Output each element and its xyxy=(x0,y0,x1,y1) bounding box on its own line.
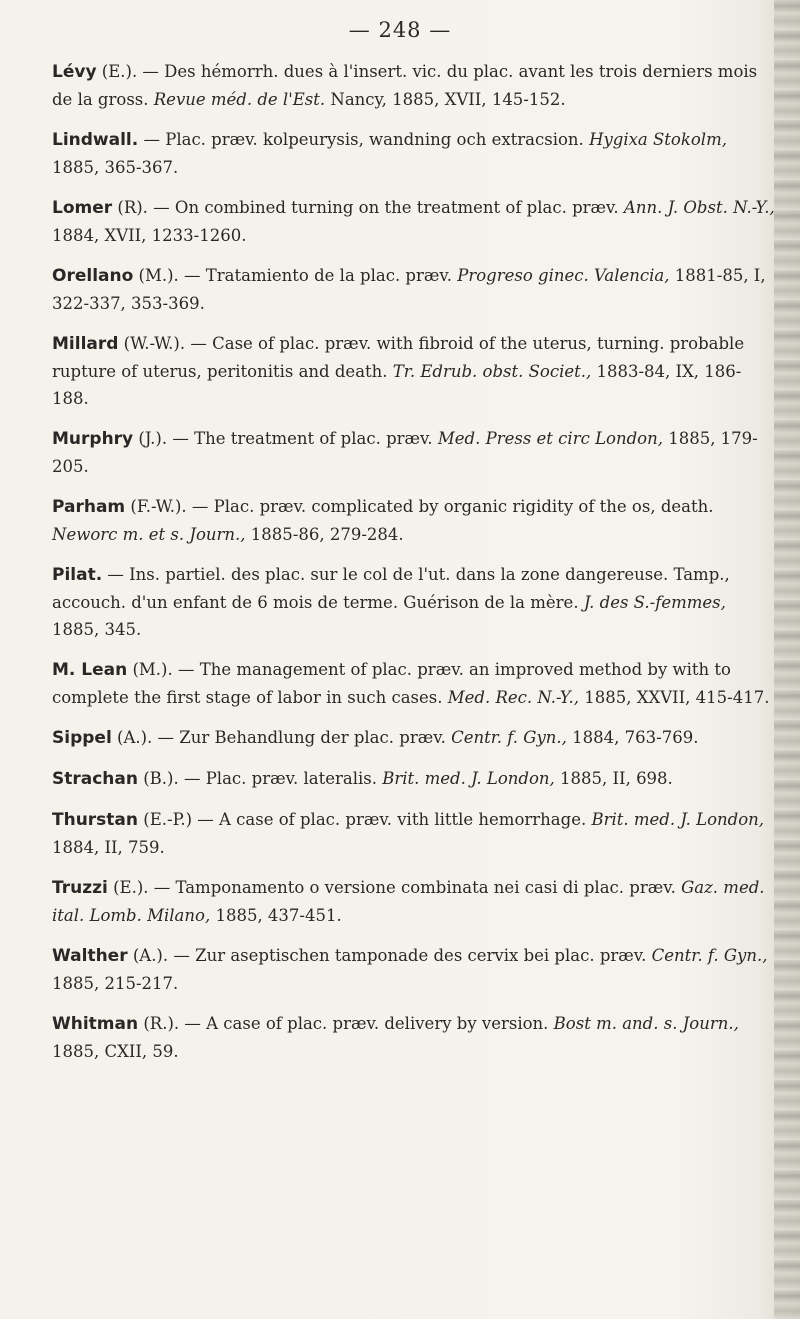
entry-citation: 1885, XXVII, 415-417. xyxy=(579,688,770,707)
entry-text: (A.). — Zur Behandlung der plac. præv. xyxy=(111,728,452,747)
entry-citation: 1885, 365-367. xyxy=(52,158,179,177)
entry-citation: 1884, XVII, 1233-1260. xyxy=(52,226,247,245)
bibliography-entry xyxy=(52,425,778,480)
entry-text: (E.). — Tamponamento o versione combinata nei casi di plac. præv. xyxy=(107,878,682,897)
entry-author: Lévy xyxy=(52,62,97,82)
entry-author: Truzzi xyxy=(52,878,108,898)
entry-author: Pilat. xyxy=(52,565,103,585)
entry-journal: Tr. Edrub. obst. Societ., xyxy=(392,362,592,381)
bibliography-entry xyxy=(52,874,778,929)
entry-journal: Revue méd. de l'Est. xyxy=(153,90,326,109)
entry-text: (B.). — Plac. præv. lateralis. xyxy=(137,769,383,788)
bibliography-entry xyxy=(52,58,778,113)
entry-journal: Ann. J. Obst. N.-Y., xyxy=(623,198,775,217)
entry-citation: 1883-84, IX, 186-188. xyxy=(52,362,742,408)
entry-author: Lomer xyxy=(52,198,113,218)
entry-author: Thurstan xyxy=(52,810,139,830)
entry-citation: 1885, 215-217. xyxy=(52,974,179,993)
entry-author: Walther xyxy=(52,946,128,966)
entry-text: (M.). — Tratamiento de la plac. præv. xyxy=(133,266,458,285)
page-number: — 248 — xyxy=(348,18,452,42)
entry-citation: 1881-85, I, 322-337, 353-369. xyxy=(52,266,766,313)
entry-journal: Brit. med. J. London, xyxy=(591,810,765,829)
entry-text: (R.). — A case of plac. præv. delivery by version. xyxy=(138,1014,554,1033)
entry-text: (F.-W.). — Plac. præv. complicated by organic rigidity of the os, death. xyxy=(125,497,714,516)
bibliography-entry xyxy=(52,724,778,752)
bibliography-entry xyxy=(52,942,778,997)
bibliography-entry xyxy=(52,806,778,861)
entry-citation: 1885, II, 698. xyxy=(554,769,673,788)
entry-citation: 1885-86, 279-284. xyxy=(245,525,404,544)
entry-author: Parham xyxy=(52,497,126,517)
bibliography-entry xyxy=(52,493,778,548)
entry-journal: J. des S.-femmes, xyxy=(583,593,726,612)
entry-journal: Centr. f. Gyn., xyxy=(651,946,768,965)
entry-text: (J.). — The treatment of plac. præv. xyxy=(133,429,438,448)
bibliography-list xyxy=(52,58,778,1078)
entry-author: Whitman xyxy=(52,1014,139,1034)
entry-author: Strachan xyxy=(52,769,138,789)
entry-text: (E.). — Des hémorrh. dues à l'insert. vic. du plac. avant les trois derniers mois de la gross. xyxy=(52,62,758,109)
bibliography-entry xyxy=(52,194,778,249)
entry-journal: Neworc m. et s. Journ., xyxy=(52,525,246,544)
bibliography-entry xyxy=(52,656,778,711)
entry-journal: Med. Press et circ London, xyxy=(437,429,663,448)
entry-text: — Plac. præv. kolpeurysis, wandning och extracsion. xyxy=(138,130,590,149)
entry-text: (E.-P.) — A case of plac. præv. vith little hemorrhage. xyxy=(138,810,592,829)
entry-journal: Brit. med. J. London, xyxy=(382,769,555,788)
bibliography-entry xyxy=(52,262,778,317)
entry-citation: Nancy, 1885, XVII, 145-152. xyxy=(325,90,566,109)
entry-author: M. Lean xyxy=(52,660,128,680)
bibliography-entry xyxy=(52,765,778,793)
bibliography-entry xyxy=(52,330,778,412)
bibliography-entry xyxy=(52,561,778,643)
entry-citation: 1884, 763-769. xyxy=(566,728,699,747)
entry-journal: Progreso ginec. Valencia, xyxy=(457,266,670,285)
entry-citation: 1884, II, 759. xyxy=(52,838,165,857)
entry-citation: 1885, CXII, 59. xyxy=(52,1042,179,1061)
entry-text: (W.-W.). — Case of plac. præv. with fibroid of the uterus, turning. probable rupture of uterus, peritonitis and death. xyxy=(52,334,745,381)
entry-journal: Gaz. med. ital. Lomb. Milano, xyxy=(52,878,765,925)
entry-citation: 1885, 437-451. xyxy=(210,906,342,925)
bibliography-entry xyxy=(52,1010,778,1065)
entry-text: (M.). — The management of plac. præv. an improved method by with to complete the first stage of labor in such cases. xyxy=(52,660,731,707)
entry-text: (A.). — Zur aseptischen tamponade des cervix bei plac. præv. xyxy=(127,946,652,965)
entry-citation: 1885, 345. xyxy=(52,620,142,639)
entry-author: Millard xyxy=(52,334,119,354)
bibliography-entry xyxy=(52,126,778,181)
entry-citation: 1885, 179-205. xyxy=(52,429,758,476)
entry-journal: Centr. f. Gyn., xyxy=(451,728,567,747)
entry-text: — Ins. partiel. des plac. sur le col de l'ut. dans la zone dangereuse. Tamp., accouch. d'un enfant de 6 mois de terme. Guérison de la mère. xyxy=(52,565,730,612)
entry-author: Sippel xyxy=(52,728,112,748)
entry-journal: Bost m. and. s. Journ., xyxy=(553,1014,739,1033)
entry-author: Orellano xyxy=(52,266,134,286)
entry-journal: Med. Rec. N.-Y., xyxy=(447,688,580,707)
entry-author: Murphry xyxy=(52,429,134,449)
entry-journal: Hygixa Stokolm, xyxy=(589,130,727,149)
entry-author: Lindwall. xyxy=(52,130,139,150)
entry-text: (R). — On combined turning on the treatment of plac. præv. xyxy=(112,198,624,217)
